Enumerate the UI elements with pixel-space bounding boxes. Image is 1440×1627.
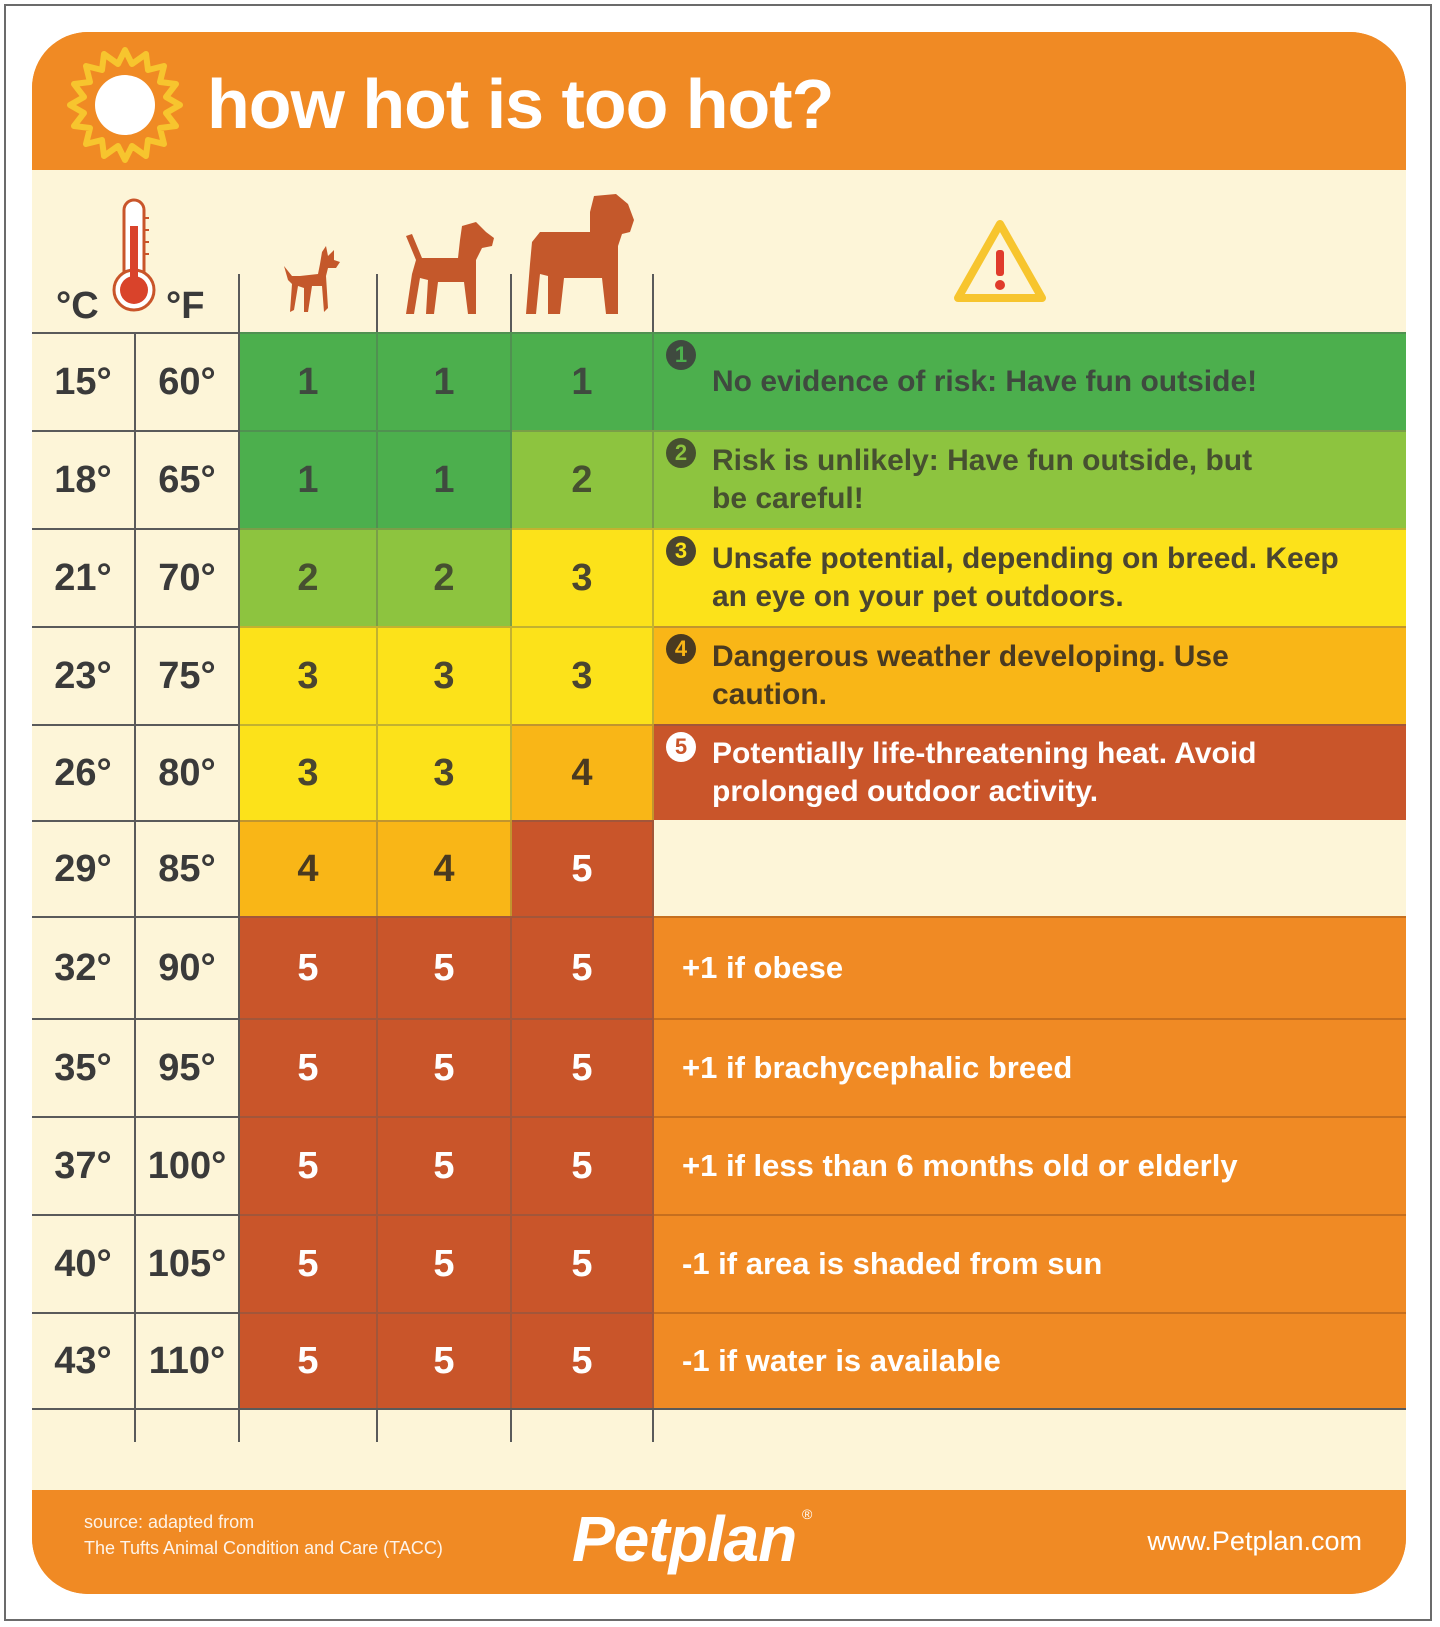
celsius-label: °C [56,285,99,327]
celsius-cell: 21° [32,528,136,626]
fahrenheit-cell: 60° [136,332,240,430]
source-line-2: The Tufts Animal Condition and Care (TACC) [84,1538,443,1558]
header [32,32,1406,170]
celsius-cell: 29° [32,820,136,916]
legend-item [654,332,1406,430]
footer-divider [510,1408,512,1442]
risk-level-cell-small-dog: 3 [240,626,378,724]
risk-level-cell-medium-dog: 5 [378,916,512,1018]
risk-level-cell-small-dog: 1 [240,430,378,528]
legend-text: Potentially life-threatening heat. Avoid prolonged outdoor activity. [712,737,1257,808]
footer-divider [652,1408,654,1442]
modifier-item: +1 if less than 6 months old or elderly [654,1116,1406,1214]
legend-item [654,626,1406,724]
celsius-cell: 40° [32,1214,136,1312]
fahrenheit-cell: 95° [136,1018,240,1116]
risk-level-cell-medium-dog: 3 [378,724,512,820]
risk-level-cell-medium-dog: 5 [378,1214,512,1312]
footer [32,1490,1406,1594]
risk-level-cell-small-dog: 5 [240,1214,378,1312]
legend-item [654,430,1406,528]
risk-level-cell-medium-dog: 1 [378,430,512,528]
risk-level-cell-small-dog: 3 [240,724,378,820]
small-dog-icon [282,246,344,316]
fahrenheit-cell: 110° [136,1312,240,1408]
risk-level-cell-large-dog: 5 [512,916,654,1018]
celsius-cell: 43° [32,1312,136,1408]
celsius-cell: 15° [32,332,136,430]
level-badge: 1 [666,340,696,370]
risk-level-cell-small-dog: 5 [240,1018,378,1116]
legend-text: Unsafe potential, depending on breed. Keep an eye on your pet outdoors. [712,542,1339,613]
footer-divider [238,1408,240,1442]
header-divider [652,274,654,332]
thermometer-icon [108,196,160,314]
risk-level-cell-large-dog: 5 [512,820,654,916]
medium-dog-icon [402,218,496,318]
risk-level-cell-small-dog: 4 [240,820,378,916]
warning-icon [952,218,1048,306]
fahrenheit-label: °F [166,285,205,327]
level-badge: 4 [666,634,696,664]
fahrenheit-cell: 105° [136,1214,240,1312]
chart-body [32,170,1406,1490]
risk-level-cell-medium-dog: 3 [378,626,512,724]
fahrenheit-cell: 100° [136,1116,240,1214]
footer-divider [134,1408,136,1442]
risk-level-cell-large-dog: 5 [512,1214,654,1312]
risk-level-cell-medium-dog: 5 [378,1116,512,1214]
celsius-cell: 23° [32,626,136,724]
large-dog-icon [524,192,638,318]
risk-level-cell-large-dog: 5 [512,1312,654,1408]
risk-level-cell-small-dog: 5 [240,916,378,1018]
level-badge: 3 [666,536,696,566]
fahrenheit-cell: 80° [136,724,240,820]
legend-text: Risk is unlikely: Have fun outside, but be careful! [712,444,1253,515]
sun-icon [62,42,188,168]
level-badge: 2 [666,438,696,468]
risk-level-cell-small-dog: 1 [240,332,378,430]
risk-level-cell-medium-dog: 1 [378,332,512,430]
fahrenheit-cell: 90° [136,916,240,1018]
fahrenheit-cell: 70° [136,528,240,626]
modifier-item: +1 if brachycephalic breed [654,1018,1406,1116]
risk-level-cell-small-dog: 5 [240,1116,378,1214]
legend-item [654,724,1406,820]
risk-level-cell-large-dog: 4 [512,724,654,820]
risk-level-cell-large-dog: 5 [512,1116,654,1214]
page-title: how hot is too hot? [207,65,834,143]
header-divider [376,274,378,332]
footer-divider [376,1408,378,1442]
risk-level-cell-medium-dog: 4 [378,820,512,916]
modifier-item: -1 if area is shaded from sun [654,1214,1406,1312]
risk-level-cell-large-dog: 3 [512,626,654,724]
header-divider [238,274,240,332]
risk-level-cell-medium-dog: 2 [378,528,512,626]
modifier-item: -1 if water is available [654,1312,1406,1408]
heat-chart-card [32,32,1406,1594]
source-line-1: source: adapted from [84,1512,255,1532]
header-divider [510,274,512,332]
celsius-cell: 32° [32,916,136,1018]
risk-level-cell-small-dog: 5 [240,1312,378,1408]
celsius-cell: 26° [32,724,136,820]
risk-level-cell-large-dog: 3 [512,528,654,626]
table-row [32,820,1406,916]
risk-level-cell-medium-dog: 5 [378,1312,512,1408]
legend-text: No evidence of risk: Have fun outside! [712,365,1258,398]
modifier-item: +1 if obese [654,916,1406,1018]
fahrenheit-cell: 85° [136,820,240,916]
risk-level-cell-large-dog: 1 [512,332,654,430]
fahrenheit-cell: 75° [136,626,240,724]
legend-item [654,528,1406,626]
celsius-cell: 37° [32,1116,136,1214]
website-link[interactable]: www.Petplan.com [1147,1526,1362,1556]
risk-level-cell-medium-dog: 5 [378,1018,512,1116]
level-badge: 5 [666,732,696,762]
fahrenheit-cell: 65° [136,430,240,528]
risk-level-cell-small-dog: 2 [240,528,378,626]
celsius-cell: 35° [32,1018,136,1116]
registered-mark: ® [802,1506,813,1522]
risk-level-cell-large-dog: 5 [512,1018,654,1116]
brand-logo: Petplan [572,1503,797,1575]
legend-text: Dangerous weather developing. Use caution. [712,640,1229,711]
risk-level-cell-large-dog: 2 [512,430,654,528]
celsius-cell: 18° [32,430,136,528]
